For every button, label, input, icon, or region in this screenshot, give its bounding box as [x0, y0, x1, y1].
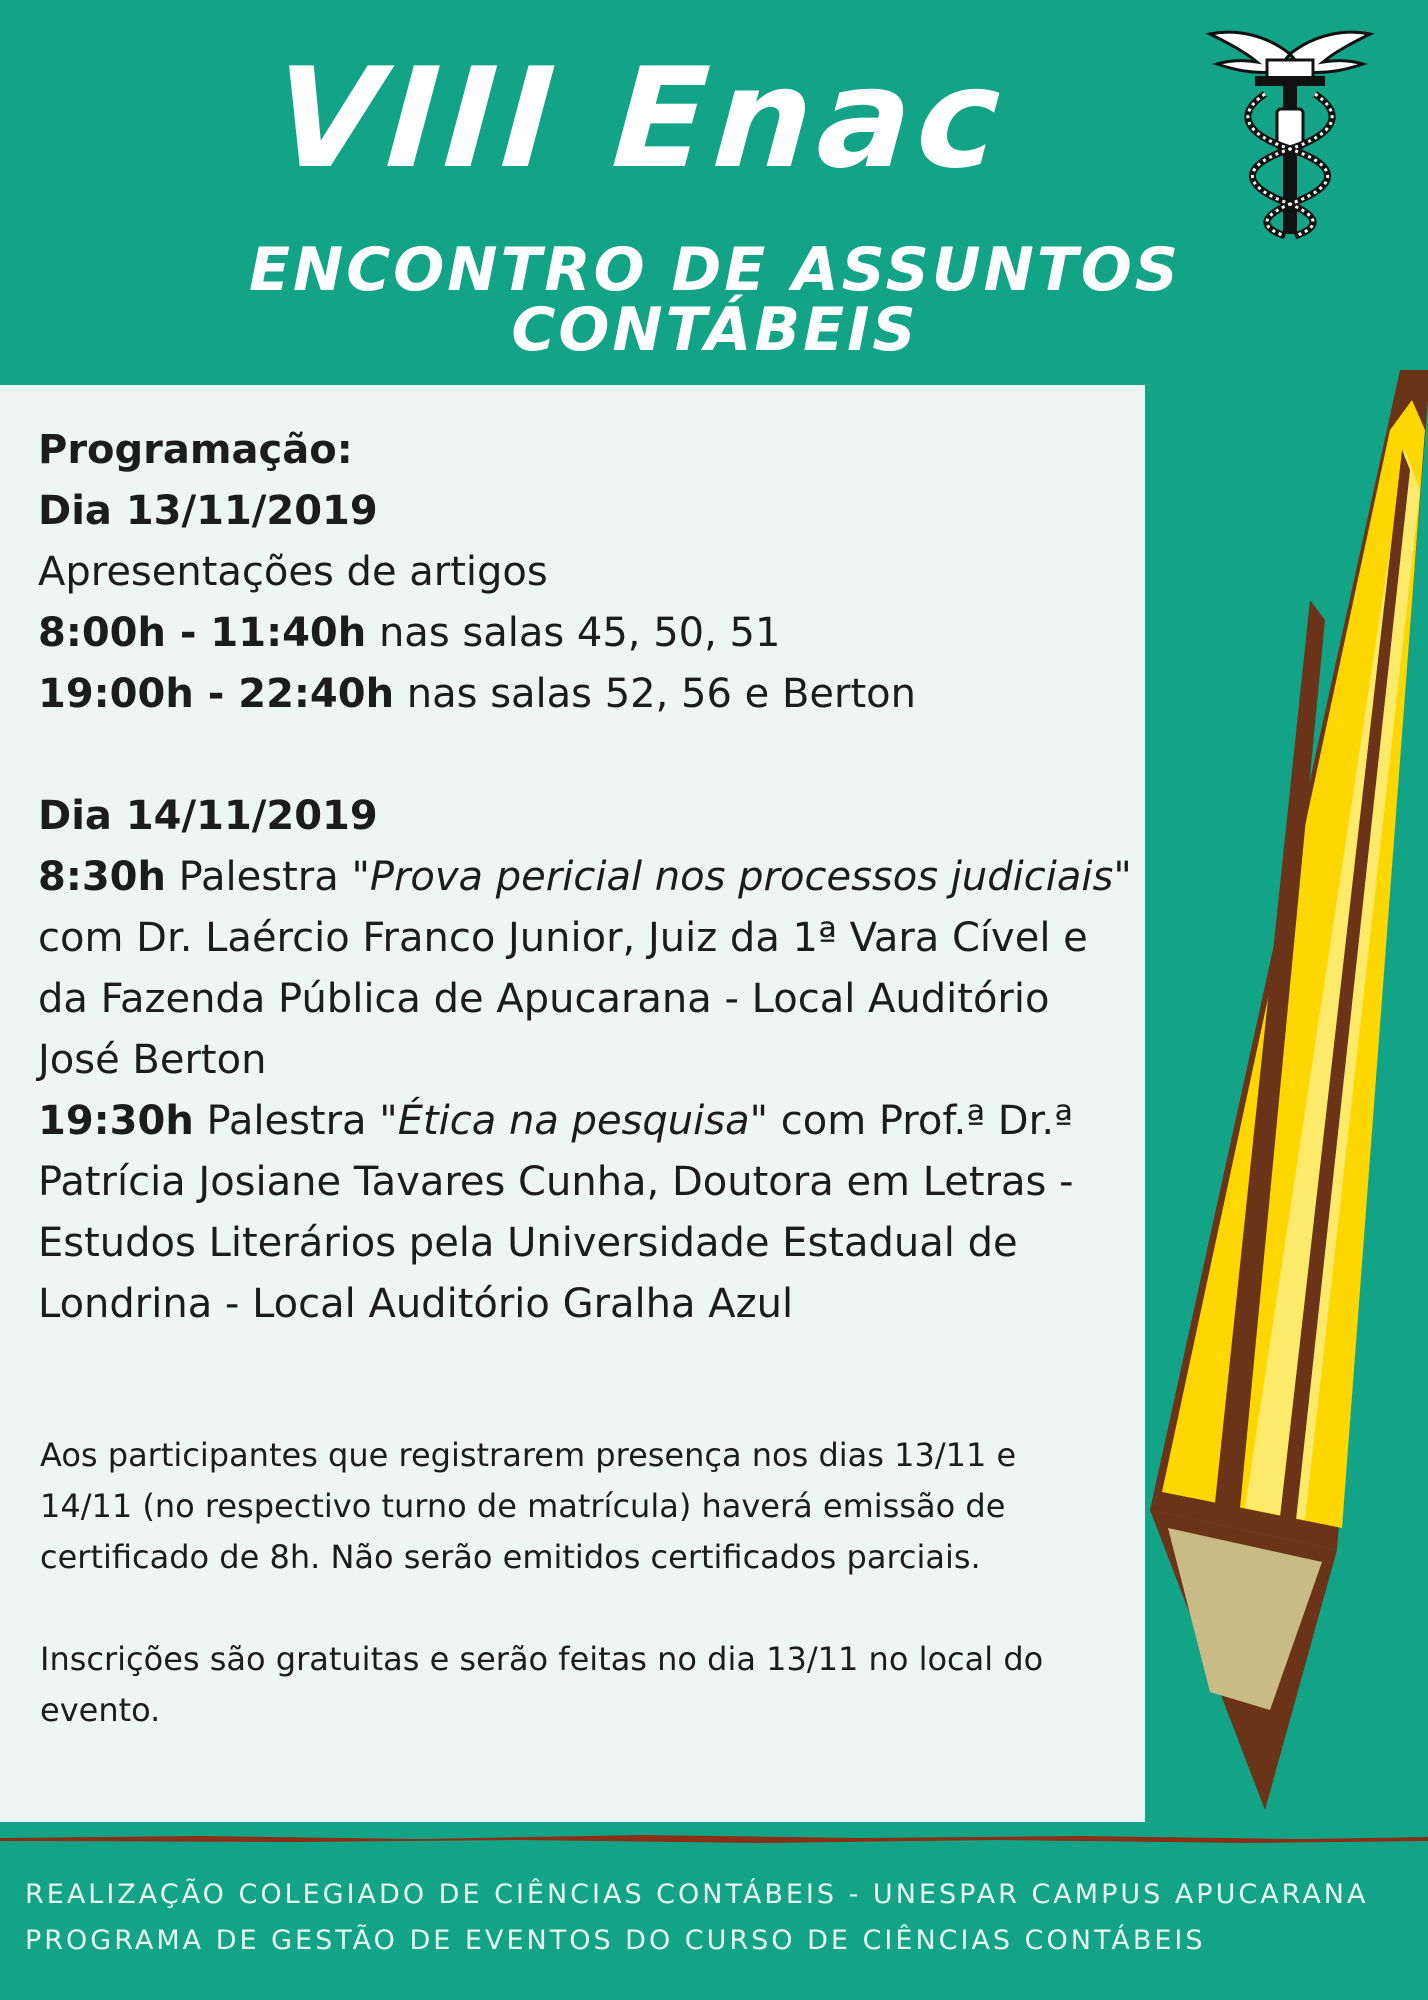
day1-slot2 — [38, 664, 1138, 725]
pencil-icon — [1120, 370, 1428, 1830]
talk1-details: " com Dr. Laércio Franco Junior, Juiz da 1ª Vara Cível e da Fazenda Pública de Apucarana - Local Auditório José Berton — [38, 854, 1132, 1083]
program-heading: Programação: — [38, 427, 353, 473]
certificate-note: Aos participantes que registrarem presença nos dias 13/11 e 14/11 (no respectivo turno de matrícula) haverá emissão de certificado de 8h. Não serão emitidos certificados parciais. — [40, 1436, 1017, 1576]
day2-date: Dia 14/11/2019 — [38, 793, 378, 839]
registration-note: Inscrições são gratuitas e serão feitas no dia 13/11 no local do evento. — [40, 1640, 1044, 1729]
talk1-time: 8:30h — [38, 854, 166, 900]
talk2-time: 19:30h — [38, 1098, 194, 1144]
day1-slot1 — [38, 603, 1138, 664]
day1-slot2-text: nas salas 52, 56 e Berton — [394, 671, 916, 717]
notes — [40, 1430, 1100, 1736]
day1-date: Dia 13/11/2019 — [38, 488, 378, 534]
caduceus-emblem-icon — [1205, 14, 1375, 244]
day1-slot1-time: 8:00h - 11:40h — [38, 610, 367, 656]
brush-divider — [0, 1832, 1428, 1846]
talk1-title: Prova pericial nos processos judiciais — [369, 854, 1114, 900]
talk1-pre: Palestra " — [165, 854, 370, 900]
day1-slot1-text: nas salas 45, 50, 51 — [366, 610, 781, 656]
day1-activity: Apresentações de artigos — [38, 549, 548, 595]
footer-line-organizer: REALIZAÇÃO COLEGIADO DE CIÊNCIAS CONTÁBEIS - UNESPAR CAMPUS APUCARANA — [25, 1879, 1369, 1910]
talk2-title: Ética na pesquisa — [397, 1098, 750, 1144]
footer-line-program: PROGRAMA DE GESTÃO DE EVENTOS DO CURSO DE CIÊNCIAS CONTÁBEIS — [25, 1925, 1206, 1956]
talk2-pre: Palestra " — [193, 1098, 398, 1144]
footer — [25, 1872, 1415, 1964]
program-content — [38, 420, 1138, 1335]
day2-talk2 — [38, 1091, 1138, 1335]
event-title: VIII Enac — [269, 38, 1011, 199]
day1-slot2-time: 19:00h - 22:40h — [38, 671, 395, 717]
event-subtitle: ENCONTRO DE ASSUNTOS CONTÁBEIS — [249, 235, 1181, 365]
day2-talk1 — [38, 847, 1138, 1091]
talk2-details: " com Prof.ª Dr.ª Patrícia Josiane Tavares Cunha, Doutora em Letras - Estudos Literários pela Universidade Estadual de Londrina - Local Auditório Gralha Azul — [38, 1098, 1074, 1327]
